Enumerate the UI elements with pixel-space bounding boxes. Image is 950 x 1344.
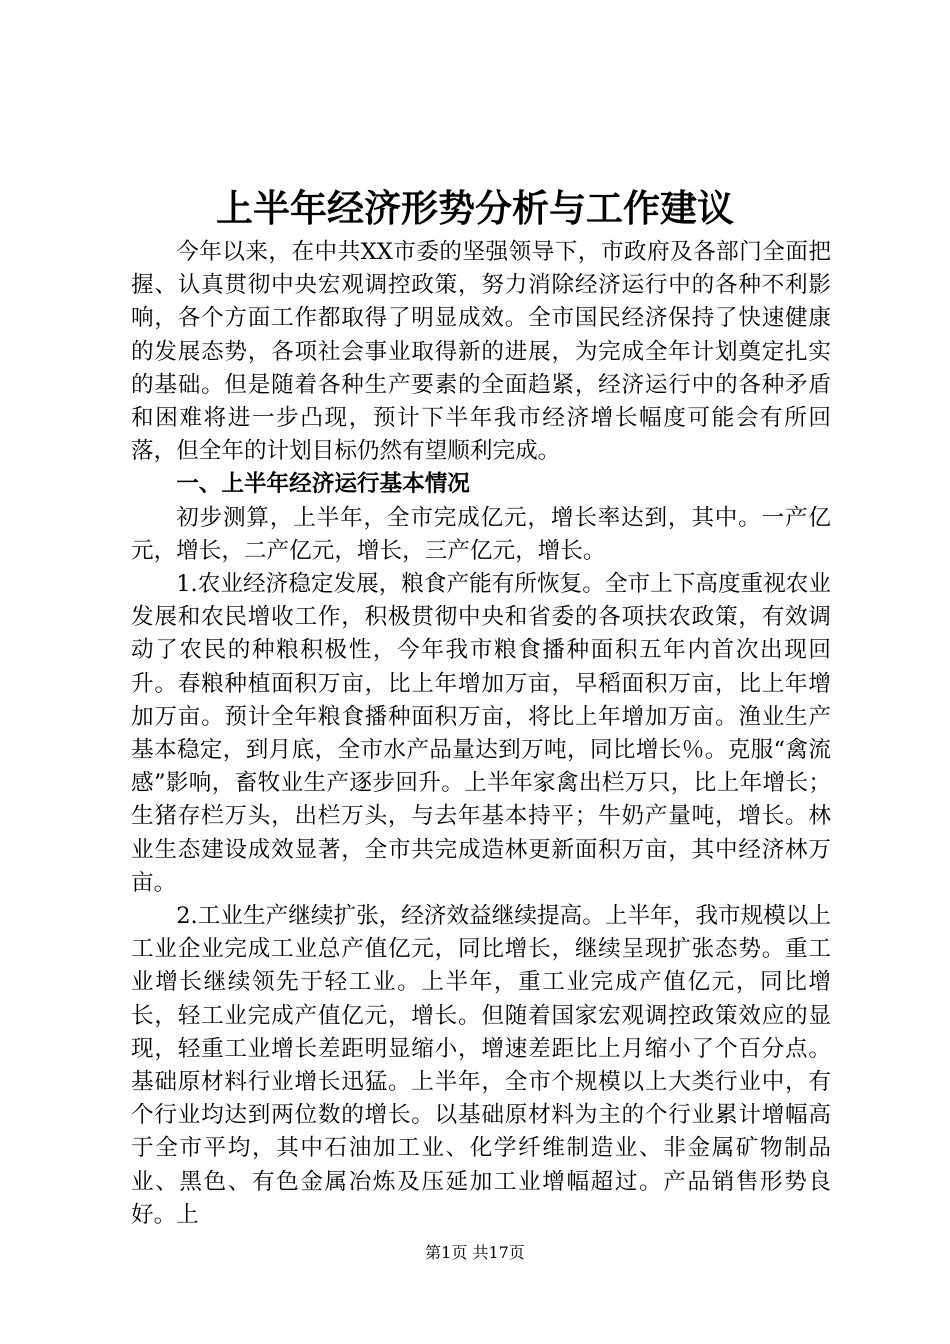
document-title: 上半年经济形势分析与工作建议: [216, 187, 734, 230]
body-paragraph: 1.农业经济稳定发展，粮食产能有所恢复。全市上下高度重视农业发展和农民增收工作，积极贯彻中央和省委的各项扶农政策，有效调动了农民的种粮积极性，今年我市粮食播种面积五年内首次出现回升。春粮种植面积万亩，比上年增加万亩，早稻面积万亩，比上年增加万亩。预计全年粮食播种面积万亩，将比上年增加万亩。渔业生产基本稳定，到月底，全市水产品量达到万吨，同比增长％。克服“禽流感”影响，畜牧业生产逐步回升。上半年家禽出栏万只，比上年增长；生猪存栏万头，出栏万头，与去年基本持平；牛奶产量吨，增长。林业生态建设成效显著，全市共完成造林更新面积万亩，其中经济林万亩。: [131, 571, 831, 896]
intro-paragraph: 今年以来，在中共XX市委的坚强领导下，市政府及各部门全面把握、认真贯彻中央宏观调控政策，努力消除经济运行中的各种不利影响，各个方面工作都取得了明显成效。全市国民经济保持了快速健康的发展态势，各项社会事业取得新的进展，为完成全年计划奠定扎实的基础。但是随着各种生产要素的全面趋紧，经济运行中的各种矛盾和困难将进一步凸现，预计下半年我市经济增长幅度可能会有所回落，但全年的计划目标仍然有望顺利完成。: [131, 239, 831, 465]
body-paragraph: 初步测算，上半年，全市完成亿元，增长率达到，其中。一产亿元，增长，二产亿元，增长，三产亿元，增长。: [131, 504, 831, 564]
body-paragraph: 2.工业生产继续扩张，经济效益继续提高。上半年，我市规模以上工业企业完成工业总产值亿元，同比增长，继续呈现扩张态势。重工业增长继续领先于轻工业。上半年，重工业完成产值亿元，同比增长，轻工业完成产值亿元，增长。但随着国家宏观调控政策效应的显现，轻重工业增长差距明显缩小，增速差距比上月缩小了个百分点。基础原材料行业增长迅猛。上半年，全市个规模以上大类行业中，有个行业均达到两位数的增长。以基础原材料为主的个行业累计增幅高于全市平均，其中石油加工业、化学纤维制造业、非金属矿物制品业、黑色、有色金属冶炼及压延加工业增幅超过。产品销售形势良好。上: [131, 903, 831, 1228]
document-body: [131, 236, 831, 1232]
page-footer: 第1页 共17页: [425, 1243, 525, 1262]
section-heading: 一、上半年经济运行基本情况: [176, 471, 470, 498]
